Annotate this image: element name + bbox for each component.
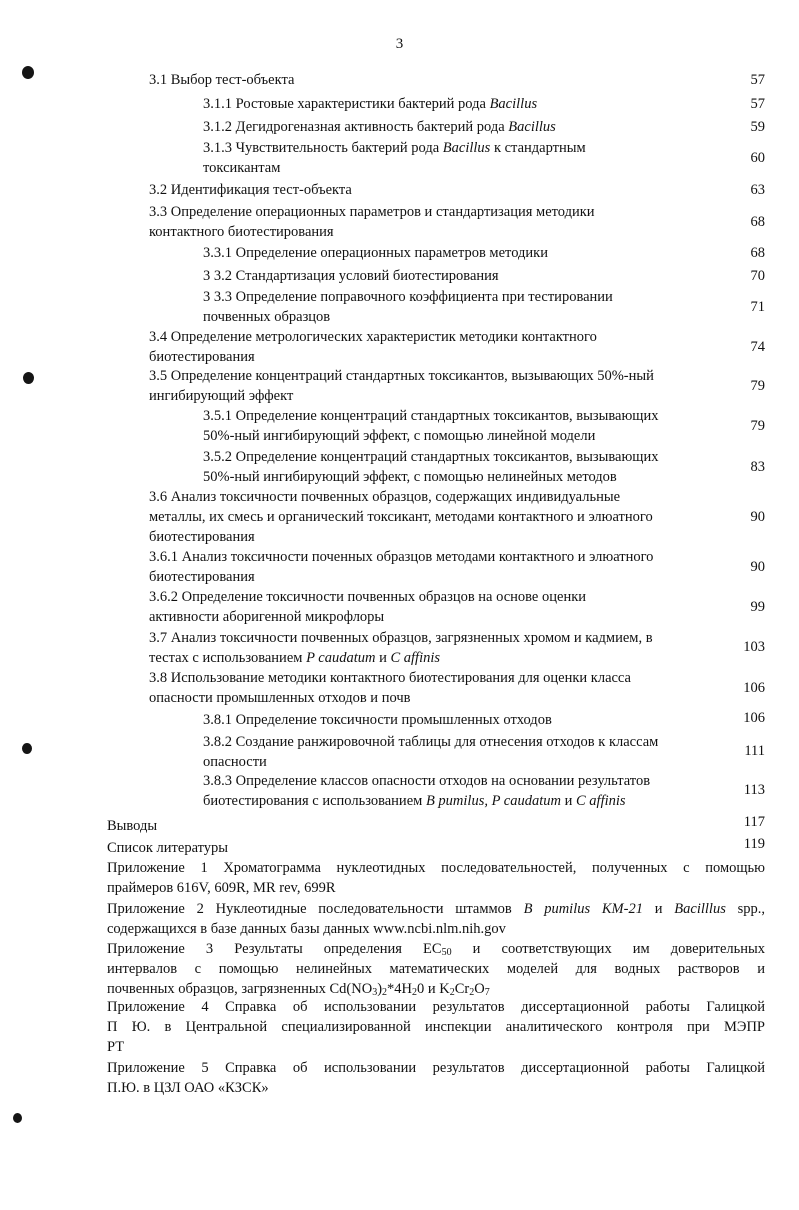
toc-entry-title: 3.5.2 Определение концентраций стандартных токсикантов, вызывающих: [203, 449, 659, 465]
toc-entry: [149, 487, 733, 547]
toc-page-number: 74: [750, 339, 765, 355]
toc-page-number: 71: [750, 299, 765, 315]
toc-entry-title: активности аборигенной микрофлоры: [149, 609, 385, 625]
toc-entry-title: 3.1 Выбор тест-объекта: [149, 72, 295, 88]
toc-entry: [149, 628, 733, 668]
toc-entry-title: 3.3.1 Определение операционных параметров методики: [203, 245, 548, 261]
toc-entry-italic: Bacillus: [489, 96, 538, 112]
toc-entry-italic: C affinis: [390, 650, 441, 666]
toc-page-number: 113: [743, 782, 765, 798]
toc-entry-title: 3.1.2 Дегидрогеназная активность бактерий рода: [203, 119, 509, 135]
toc-entry-italic: Bacillus: [442, 140, 491, 156]
toc-page-number: 57: [750, 96, 765, 112]
toc-entry-title: 50%-ный ингибирующий эффект, с помощью линейной модели: [203, 428, 596, 444]
appendix-1: Приложение 1 Хроматограмма нуклеотидных последовательностей, полученных с помощью праймеров 616V, 609R, MR rev, 699R: [107, 860, 765, 896]
toc-entry: [203, 406, 733, 446]
toc-page-number: 79: [750, 378, 765, 394]
toc-entry-title: Выводы: [107, 818, 158, 834]
toc-entry: [203, 117, 733, 137]
toc-entry: [149, 668, 733, 708]
toc-entry-title: к стандартным: [490, 140, 586, 156]
toc-page-number: 83: [750, 459, 765, 475]
appendix-3: Приложение 3 Результаты определения $EC_{50}$ и соответствующих им доверительных интервалов с помощью нелинейных математических моделей для водных растворов и почвенных образцов, загрязненных $Cd(NO_3)_2*4H_20$ и $K_2Cr_2O_7$: [107, 941, 765, 998]
toc-entry-title: опасности промышленных отходов и почв: [149, 690, 411, 706]
toc-page-number: 106: [743, 680, 765, 696]
toc-entry-title: 3.1.3 Чувствительность бактерий рода: [203, 140, 443, 156]
toc-entry-title: токсикантам: [203, 160, 281, 176]
toc-entry-title: контактного биотестирования: [149, 224, 334, 240]
appendix-4: Приложение 4 Справка об использовании результатов диссертационной работы Галицкой П Ю. в Центральной специализированной инспекции аналитического контроля при МЭПР РТ: [107, 999, 765, 1055]
toc-entry-italic: C affinis: [576, 793, 626, 809]
toc-entry: [149, 587, 733, 627]
toc-page-number: 103: [743, 639, 765, 655]
toc-entry-title: Список литературы: [107, 840, 229, 856]
toc-entry-italic: P caudatum: [306, 650, 376, 666]
toc-entry-title: 3.5.1 Определение концентраций стандартных токсикантов, вызывающих: [203, 408, 659, 424]
toc-entry: [203, 138, 733, 178]
toc-entry-title: 3.3 Определение операционных параметров и стандартизация методики: [149, 204, 595, 220]
toc-entry: [203, 710, 733, 730]
toc-entry-conclusions: [107, 816, 707, 836]
toc-page-number: 68: [750, 245, 765, 261]
toc-entry: [149, 366, 733, 406]
toc-entry-italic: Bacillus: [508, 119, 556, 135]
toc-entry-title: 3.8 Использование методики контактного биотестирования для оценки класса: [149, 670, 631, 686]
page-number: 3: [395, 36, 404, 52]
toc-entry-title: ингибирующий эффект: [149, 388, 294, 404]
toc-entry-title: 3.4 Определение метрологических характеристик методики контактного: [149, 329, 597, 345]
toc-entry-title: 3.6.1 Анализ токсичности поченных образцов методами контактного и элюатного: [149, 549, 654, 565]
toc-entry: [149, 180, 729, 200]
toc-entry-title: 3 3.2 Стандартизация условий биотестирования: [203, 268, 499, 284]
toc-entry-title: и: [561, 793, 577, 809]
toc-page-number: 68: [750, 214, 765, 230]
toc-entry: [203, 266, 733, 286]
toc-entry: [149, 547, 733, 587]
toc-entry: [149, 202, 729, 242]
toc-entry-title: биотестирования с использованием: [203, 793, 426, 809]
toc-page-number: 117: [743, 814, 765, 830]
toc-entry-title: 3.6 Анализ токсичности почвенных образцов, содержащих индивидуальные: [149, 489, 621, 505]
toc-entry: [149, 70, 729, 90]
toc-entry-title: 3.1.1 Ростовые характеристики бактерий рода: [203, 96, 490, 112]
toc-entry-title: почвенных образцов: [203, 309, 331, 325]
toc-entry-title: 50%-ный ингибирующий эффект, с помощью нелинейных методов: [203, 469, 617, 485]
toc-entry-title: 3.8.1 Определение токсичности промышленных отходов: [203, 712, 552, 728]
toc-entry-title: и: [375, 650, 391, 666]
toc-page-number: 79: [750, 418, 765, 434]
toc-entry-title: 3.5 Определение концентраций стандартных токсикантов, вызывающих 50%-ный: [149, 368, 654, 384]
toc-entry-title: 3 3.3 Определение поправочного коэффициента при тестировании: [203, 289, 613, 305]
toc-entry: [203, 243, 733, 263]
toc-entry: [203, 732, 733, 772]
toc-page-number: 99: [750, 599, 765, 615]
toc-entry-title: 3.8.3 Определение классов опасности отходов на основании результатов: [203, 773, 651, 789]
toc-entry-references: [107, 838, 707, 858]
toc-page-number: 90: [750, 509, 765, 525]
toc-entry-title: биотестирования: [149, 349, 255, 365]
toc-page-number: 57: [750, 72, 765, 88]
toc-entry-title: 3.6.2 Определение токсичности почвенных образцов на основе оценки: [149, 589, 587, 605]
toc-entry: [149, 327, 729, 367]
toc-entry: [203, 771, 733, 811]
toc-entry-italic: B pumilus, P caudatum: [425, 793, 561, 809]
toc-page-number: 59: [750, 119, 765, 135]
toc-entry-title: 3.7 Анализ токсичности почвенных образцов, загрязненных хромом и кадмием, в: [149, 630, 653, 646]
appendix-2: Приложение 2 Нуклеотидные последовательности штаммов B pumilus KM-21 и Bacilllus spp., содержащихся в базе данных базы данных www.ncbi.nlm.nih.gov: [107, 901, 766, 937]
toc-entry-title: 3.8.2 Создание ранжировочной таблицы для отнесения отходов к классам: [203, 734, 659, 750]
toc-entry: [203, 287, 733, 327]
toc-entry-title: биотестирования: [149, 569, 255, 585]
toc-page-number: 63: [750, 182, 765, 198]
toc-page-number: 119: [743, 836, 765, 852]
toc-entry-title: тестах с использованием: [149, 650, 307, 666]
toc-entry: [203, 94, 733, 114]
appendix-5: Приложение 5 Справка об использовании результатов диссертационной работы Галицкой П.Ю. в ЦЗЛ ОАО «КЗСК»: [107, 1060, 765, 1096]
toc-entry-title: 3.2 Идентификация тест-объекта: [149, 182, 352, 198]
toc-page-number: 111: [744, 743, 765, 759]
toc-page-number: 70: [750, 268, 765, 284]
toc-page-number: 60: [750, 150, 765, 166]
toc-entry-title: биотестирования: [149, 529, 255, 545]
toc-page-number: 90: [750, 559, 765, 575]
toc-entry: [203, 447, 733, 487]
toc-page-number: 106: [743, 710, 765, 726]
toc-entry-title: опасности: [203, 754, 267, 770]
toc-entry-title: металлы, их смесь и органический токсикант, методами контактного и элюатного: [149, 509, 653, 525]
